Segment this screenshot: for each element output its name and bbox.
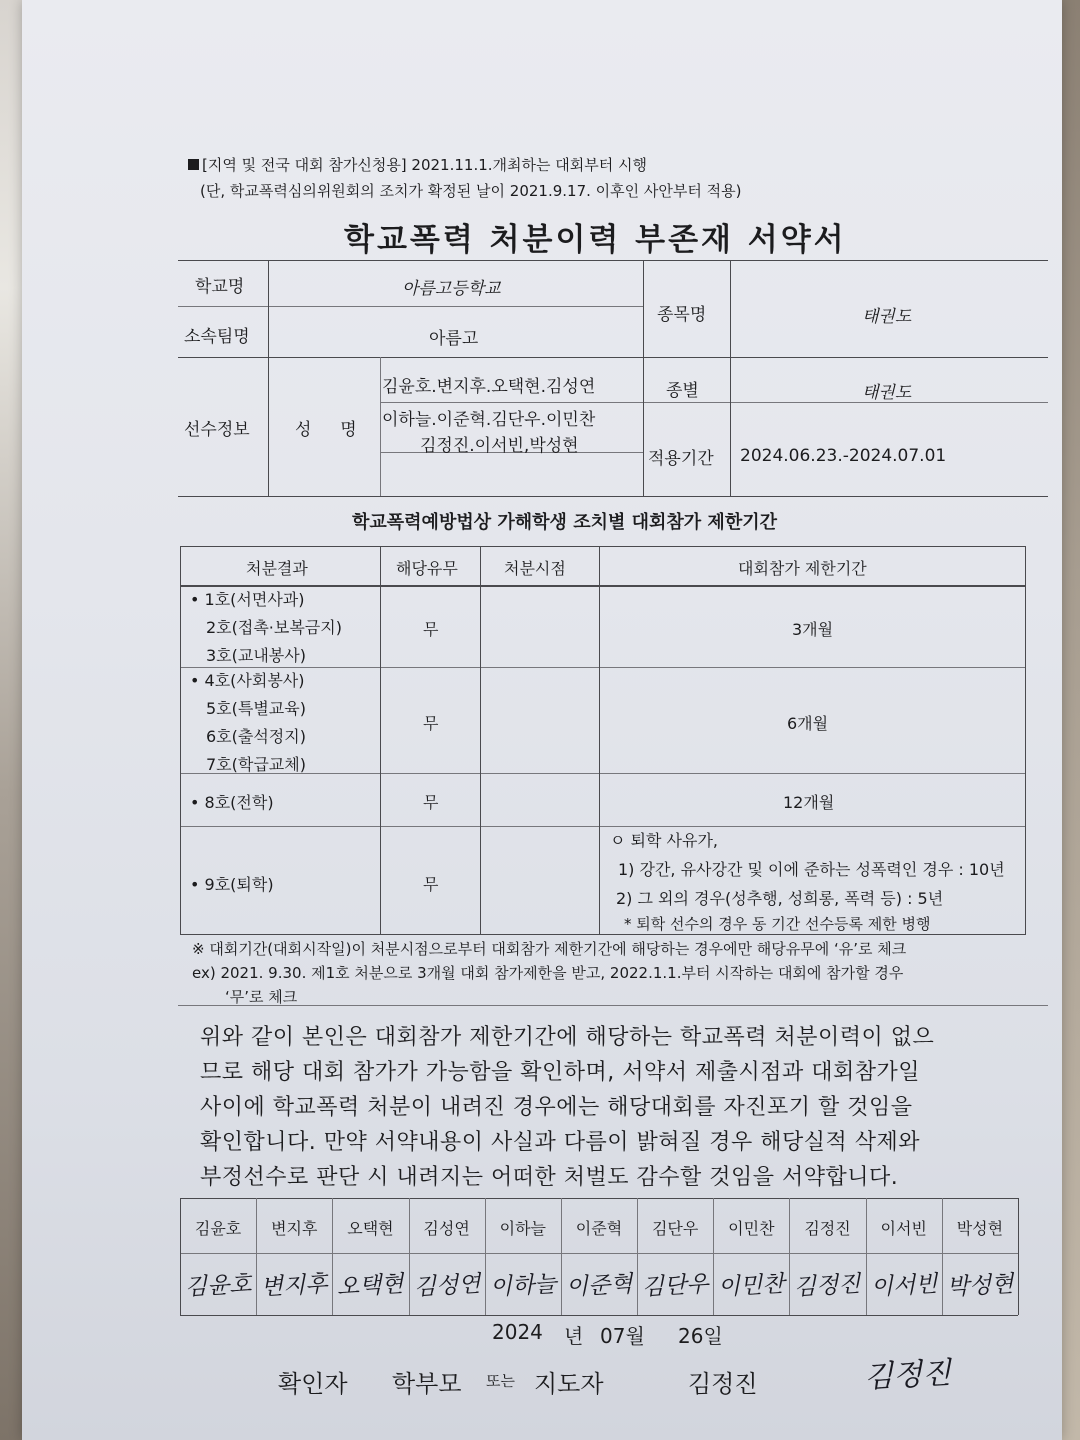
handwritten-signature-4: 이하늘 [488, 1271, 557, 1301]
restriction-vline-2 [480, 546, 481, 934]
confirm-or: 또는 [486, 1372, 515, 1390]
row4-period-line2: 1) 강간, 유사강간 및 이에 준하는 성폭력인 경우 : 10년 [618, 860, 1005, 879]
date-year: 2024 [492, 1320, 543, 1344]
category-value: 태권도 [862, 383, 912, 403]
info-vline-4 [730, 260, 731, 496]
player-names-line3: 김정진.이서빈,박성현 [420, 436, 579, 456]
confirm-coach: 지도자 [534, 1370, 604, 1398]
row2-status: 무 [423, 714, 439, 733]
info-table-bottom-line [178, 496, 1048, 497]
handwritten-signature-6: 김단우 [641, 1271, 710, 1301]
info-vline-1 [268, 260, 269, 496]
handwritten-signature-9: 이서빈 [869, 1271, 938, 1301]
restriction-vline-4 [1025, 546, 1026, 934]
confirmer-signature: 김정진 [863, 1355, 952, 1396]
sig-name-7: 이민찬 [728, 1219, 775, 1238]
sig-table-bottom [180, 1315, 1018, 1316]
pledge-line3: 사이에 학교폭력 처분이 내려진 경우에는 해당대회를 자진포기 할 것임을 [200, 1095, 913, 1120]
pledge-line5: 부정선수로 판단 시 내려지는 어떠한 처벌도 감수할 것임을 서약합니다. [200, 1165, 899, 1190]
sig-name-5: 이준혁 [575, 1219, 623, 1238]
sig-table-mid [180, 1253, 1018, 1254]
restriction-note2: ex) 2021. 9.30. 제1호 처분으로 3개월 대회 참가제한을 받고, 2022.1.1.부터 시작하는 대회에 참가할 경우 [192, 964, 904, 982]
restriction-table-top [180, 546, 1026, 547]
handwritten-signature-8: 김정진 [793, 1271, 862, 1301]
sig-name-1: 변지후 [271, 1219, 318, 1238]
handwritten-signature-2: 오택현 [336, 1271, 405, 1301]
document-title: 학교폭력 처분이력 부존재 서약서 [344, 222, 847, 258]
row2-period: 6개월 [787, 714, 829, 733]
period-label: 적용기간 [648, 449, 714, 469]
row4-period-line3: 2) 그 외의 경우(성추행, 성희롱, 폭력 등) : 5년 [616, 889, 944, 908]
info-line-team [178, 357, 1048, 358]
sig-name-2: 오택현 [347, 1219, 394, 1238]
pledge-separator [178, 1005, 1048, 1006]
sig-table-top [180, 1198, 1018, 1199]
restriction-row2-bottom [180, 773, 1026, 774]
info-table-top-line [178, 260, 1048, 261]
pledge-line2: 므로 해당 대회 참가가 가능함을 확인하며, 서약서 제출시점과 대회참가일 [200, 1060, 921, 1085]
square-bullet-icon [188, 159, 199, 170]
date-day: 26일 [678, 1324, 723, 1348]
restriction-vline-0 [180, 546, 181, 934]
category-label: 종별 [666, 381, 699, 401]
row4-period-line4: * 퇴학 선수의 경우 동 기간 선수등록 제한 병행 [624, 915, 931, 933]
restriction-note1: ※ 대회기간(대회시작일)이 처분시점으로부터 대회참가 제한기간에 해당하는 경우에만 해당유무에 ‘유’로 체크 [192, 940, 907, 958]
handwritten-signature-10: 박성현 [946, 1271, 1014, 1301]
sig-name-10: 박성현 [956, 1219, 1004, 1238]
row3-period: 12개월 [783, 793, 835, 812]
sig-name-0: 김윤호 [194, 1219, 242, 1238]
handwritten-signature-0: 김윤호 [184, 1271, 253, 1301]
player-info-label: 선수정보 [184, 420, 250, 440]
restriction-header-bottom [180, 585, 1026, 587]
handwritten-signature-7: 이민찬 [717, 1271, 786, 1301]
info-line-names1 [380, 402, 1048, 403]
header-result: 처분결과 [246, 559, 308, 578]
info-vline-3 [643, 260, 644, 496]
confirm-label: 확인자 [278, 1370, 348, 1398]
row1-line3: 3호(교내봉사) [206, 646, 306, 665]
row4-line1: • 9호(퇴학) [190, 875, 274, 894]
row3-status: 무 [423, 793, 439, 812]
restriction-vline-1 [380, 546, 381, 934]
header-note-line1: [지역 및 전국 대회 참가신청용] 2021.11.1.개최하는 대회부터 시행 [202, 156, 647, 174]
row3-line1: • 8호(전학) [190, 793, 274, 812]
school-label: 학교명 [195, 277, 245, 297]
restriction-row1-bottom [180, 667, 1026, 668]
row4-period-line1: ㅇ 퇴학 사유가, [610, 831, 718, 850]
date-month: 07월 [600, 1324, 645, 1348]
event-label: 종목명 [657, 305, 707, 325]
sig-name-8: 김정진 [804, 1219, 851, 1238]
pledge-line4: 확인합니다. 만약 서약내용이 사실과 다름이 밝혀질 경우 해당실적 삭제와 [200, 1130, 921, 1155]
event-value: 태권도 [862, 307, 912, 327]
row2-line4: 7호(학급교체) [206, 755, 306, 774]
sig-name-3: 김성연 [423, 1219, 470, 1238]
row1-line1: • 1호(서면사과) [190, 590, 305, 609]
team-label: 소속팀명 [184, 327, 250, 347]
period-value: 2024.06.23.-2024.07.01 [740, 446, 947, 466]
player-names-line1: 김윤호.변지후.오택현.김성연 [382, 377, 596, 397]
player-names-line2: 이하늘.이준혁.김단우.이민찬 [382, 410, 596, 430]
header-note-line2: (단, 학교폭력심의위원회의 조치가 확정된 날이 2021.9.17. 이후인 사안부터 적용) [200, 182, 742, 200]
confirmer-name: 김정진 [688, 1370, 758, 1398]
document-paper [22, 0, 1062, 1440]
restriction-row3-bottom [180, 826, 1026, 827]
header-period: 대회참가 제한기간 [738, 559, 867, 578]
name-label: 성 명 [295, 420, 363, 440]
sig-name-4: 이하늘 [499, 1219, 546, 1238]
handwritten-signature-1: 변지후 [260, 1271, 329, 1301]
header-timing: 처분시점 [504, 559, 566, 578]
school-value: 아름고등학교 [402, 279, 501, 299]
pledge-line1: 위와 같이 본인은 대회참가 제한기간에 해당하는 학교폭력 처분이력이 없으 [200, 1025, 935, 1050]
row2-line2: 5호(특별교육) [206, 699, 306, 718]
date-year-unit: 년 [564, 1324, 584, 1348]
confirm-parent: 학부모 [392, 1370, 462, 1398]
info-line-school [178, 306, 643, 307]
handwritten-signature-3: 김성연 [412, 1271, 481, 1301]
restriction-table-bottom [180, 934, 1026, 935]
row1-line2: 2호(접촉·보복금지) [206, 618, 342, 637]
restriction-vline-3 [599, 546, 600, 934]
row4-status: 무 [423, 875, 439, 894]
restriction-note3: ‘무’로 체크 [225, 988, 298, 1006]
row1-status: 무 [423, 620, 439, 639]
header-status: 해당유무 [396, 559, 458, 578]
row2-line1: • 4호(사회봉사) [190, 671, 305, 690]
sig-name-6: 김단우 [651, 1219, 699, 1238]
restriction-subtitle: 학교폭력예방법상 가해학생 조치별 대회참가 제한기간 [352, 512, 777, 533]
handwritten-signature-5: 이준혁 [565, 1271, 634, 1301]
sig-name-9: 이서빈 [880, 1219, 927, 1238]
row1-period: 3개월 [792, 620, 834, 639]
team-value: 아름고 [429, 329, 479, 349]
row2-line3: 6호(출석정지) [206, 727, 306, 746]
info-vline-2 [380, 357, 381, 496]
